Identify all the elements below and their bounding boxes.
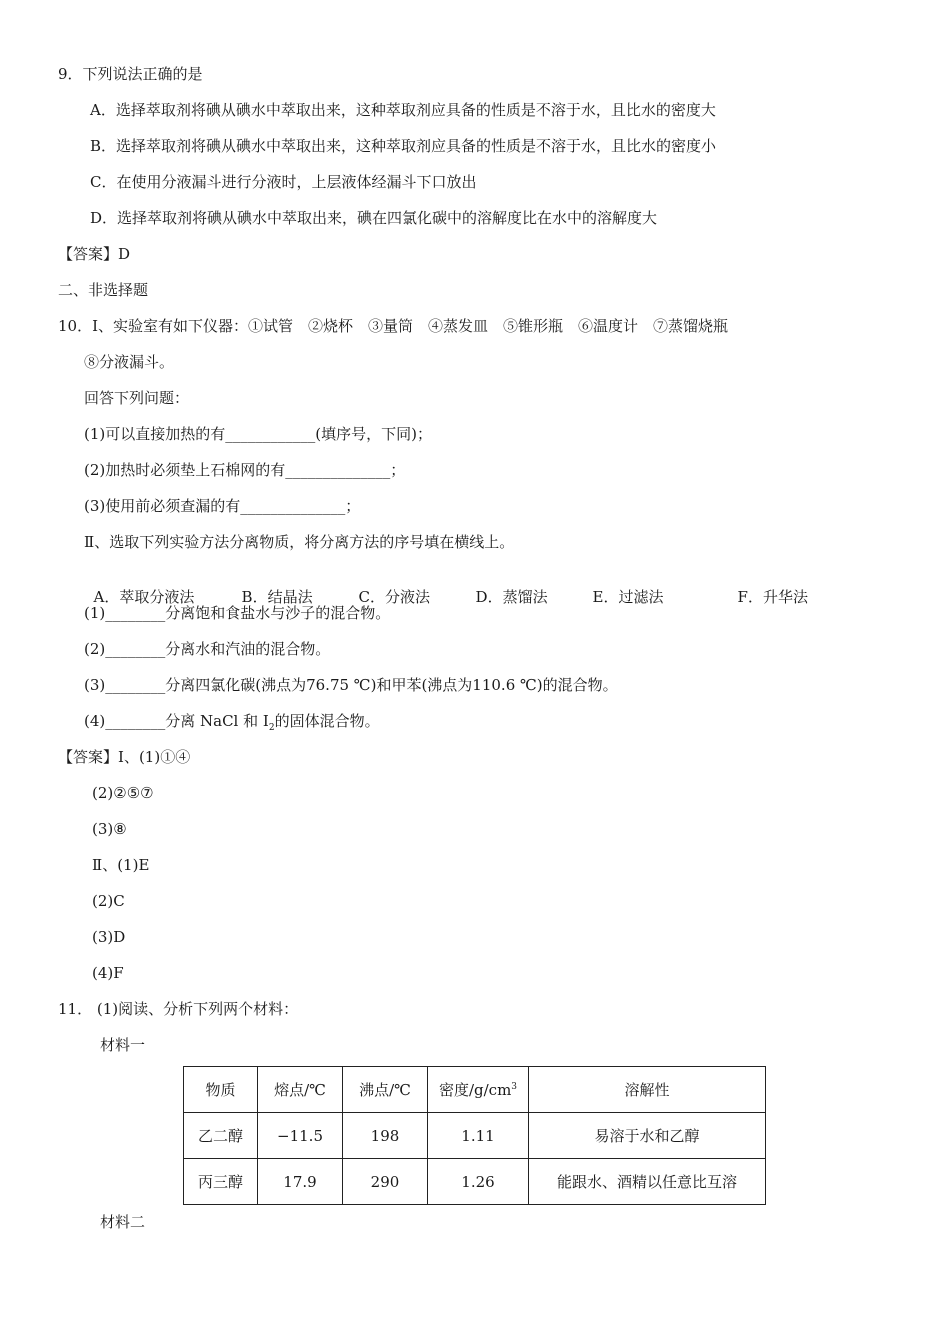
table-row (184, 1113, 766, 1159)
cell-melting-point: −11.5 (258, 1113, 343, 1159)
iodine-subscript: 2 (268, 723, 275, 733)
material-1-label: 材料一 (100, 1036, 146, 1054)
cell-substance: 丙三醇 (184, 1159, 258, 1205)
question-9-answer: 【答案】D (58, 245, 131, 263)
question-9-option-c: C．在使用分液漏斗进行分液时，上层液体经漏斗下口放出 (90, 173, 477, 191)
header-solubility: 溶解性 (529, 1067, 766, 1113)
question-10-part2-intro: Ⅱ、选取下列实验方法分离物质，将分离方法的序号填在横线上。 (84, 533, 515, 551)
question-10-part2-q4 (84, 711, 380, 731)
question-9-option-a: A．选择萃取剂将碘从碘水中萃取出来，这种萃取剂应具备的性质是不溶于水，且比水的密度大 (90, 101, 716, 119)
question-10-part2-q1: (1)________分离饱和食盐水与沙子的混合物。 (84, 604, 391, 622)
answer-line-1: Ⅰ、(1)①④ (118, 748, 191, 766)
method-f: F．升华法 (737, 588, 808, 606)
cell-boiling-point: 198 (343, 1113, 428, 1159)
method-b: B．结晶法 (241, 588, 313, 606)
header-density: 密度$/g/cm^3$ (428, 1067, 529, 1113)
cell-solubility: 能跟水、酒精以任意比互溶 (529, 1159, 766, 1205)
question-11-stem: 11． (1)阅读、分析下列两个材料： (58, 1000, 299, 1018)
method-a: A．萃取分液法 (93, 588, 195, 606)
cell-solubility: 易溶于水和乙醇 (529, 1113, 766, 1159)
question-10-part1-q3: (3)使用前必须查漏的有______________； (84, 497, 361, 515)
cell-density: 1.11 (428, 1113, 529, 1159)
method-e: E．过滤法 (592, 588, 664, 606)
cell-density: 1.26 (428, 1159, 529, 1205)
question-10-stem-cont: ⑧分液漏斗。 (84, 353, 175, 371)
cell-substance: 乙二醇 (184, 1113, 258, 1159)
material-1-table (183, 1066, 766, 1205)
table-header-row (184, 1067, 766, 1113)
question-9-option-b: B．选择萃取剂将碘从碘水中萃取出来，这种萃取剂应具备的性质是不溶于水，且比水的密度小 (90, 137, 717, 155)
answer-line-6: (3)D (92, 928, 126, 946)
answer-line-3: (3)⑧ (92, 820, 127, 838)
cell-boiling-point: 290 (343, 1159, 428, 1205)
header-substance: 物质 (184, 1067, 258, 1113)
question-10-stem: 10．Ⅰ、实验室有如下仪器：①试管 ②烧杯 ③量筒 ④蒸发皿 ⑤锥形瓶 ⑥温度计 ⑦蒸馏烧瓶 (58, 317, 729, 335)
table-row (184, 1159, 766, 1205)
answer-line-7: (4)F (92, 964, 124, 982)
material-2-label: 材料二 (100, 1213, 146, 1231)
question-10-part1-q1: (1)可以直接加热的有____________(填序号，下同)； (84, 425, 432, 443)
separation-methods-list (84, 567, 808, 607)
q4-text-pre: (4)________分离 NaCl 和 I (84, 712, 269, 730)
header-melting-point: 熔点/℃ (258, 1067, 343, 1113)
question-10-part1-q2: (2)加热时必须垫上石棉网的有______________； (84, 461, 406, 479)
answer-label: 【答案】 (58, 748, 119, 766)
q4-text-post: 的固体混合物。 (274, 712, 380, 730)
question-10-part2-q3: (3)________分离四氯化碳(沸点为76.75 ℃)和甲苯(沸点为110.6 ℃)的混合物。 (84, 676, 618, 694)
question-9-stem: 9．下列说法正确的是 (58, 65, 203, 83)
question-10-prompt: 回答下列问题： (84, 389, 190, 407)
method-d: D．蒸馏法 (475, 588, 548, 606)
method-c: C．分液法 (358, 588, 431, 606)
question-10-answer (58, 747, 190, 767)
answer-line-5: (2)C (92, 892, 125, 910)
answer-line-2: (2)②⑤⑦ (92, 784, 154, 802)
section-2-title: 二、非选择题 (58, 281, 149, 299)
cell-melting-point: 17.9 (258, 1159, 343, 1205)
question-10-part2-q2: (2)________分离水和汽油的混合物。 (84, 640, 331, 658)
answer-line-4: Ⅱ、(1)E (92, 856, 150, 874)
header-boiling-point: 沸点/℃ (343, 1067, 428, 1113)
question-9-option-d: D．选择萃取剂将碘从碘水中萃取出来，碘在四氯化碳中的溶解度比在水中的溶解度大 (90, 209, 658, 227)
